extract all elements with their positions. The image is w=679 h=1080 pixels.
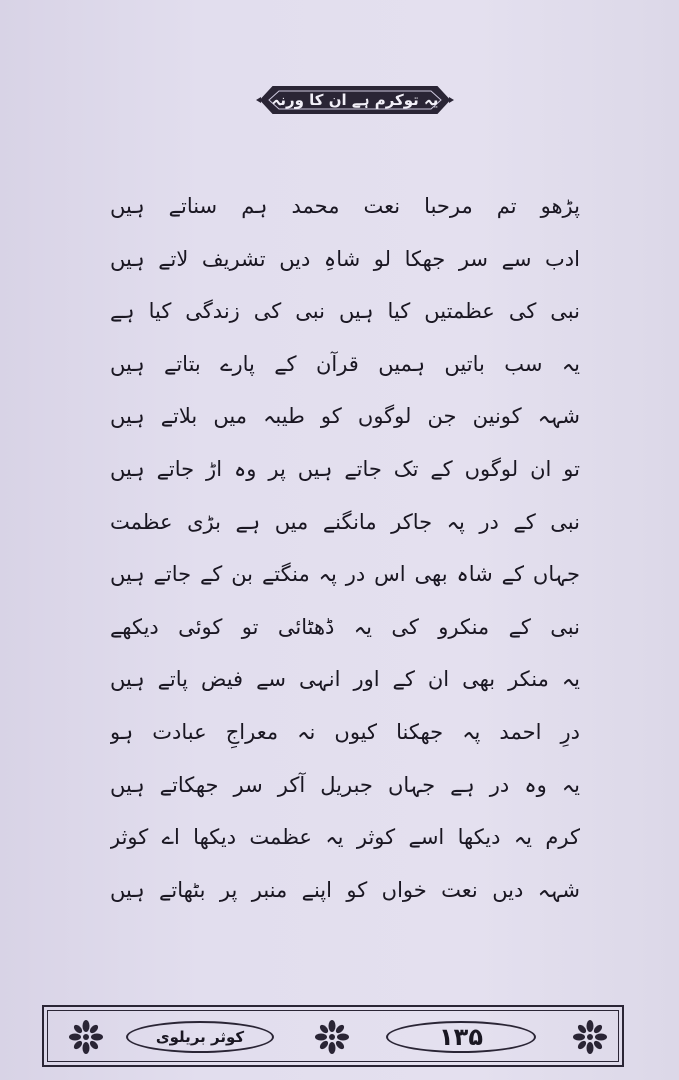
verse-line: جہاں کے شاہ بھی اس در پہ منگتے بن کے جاتے ہیں [110, 562, 580, 587]
poet-name: کوثر بریلوی [126, 1021, 274, 1053]
page-footer [42, 1005, 624, 1067]
verse-line: شہہ دیں نعت خواں کو اپنے منبر پر بٹھاتے ہیں [110, 877, 580, 902]
asterisk-flower-icon [68, 1019, 104, 1055]
verse-line: درِ احمد پہ جھکنا کیوں نہ معراجِ عبادت ہو [110, 719, 580, 744]
asterisk-flower-icon [572, 1019, 608, 1055]
page-number: ۱۳۵ [386, 1021, 536, 1053]
verse-line: پڑھو تم مرحبا نعت محمد ہم سناتے ہیں [110, 194, 580, 218]
verse-line: شہہ کونین جن لوگوں کو طیبہ میں بلاتے ہیں [110, 404, 580, 429]
verse-line: یہ سب باتیں ہمیں قرآن کے پارے بتاتے ہیں [110, 351, 580, 376]
header-banner [255, 83, 455, 117]
verse-line: نبی کے در پہ جاکر مانگنے میں ہے بڑی عظمت [110, 509, 580, 534]
page-heading: یہ توکرم ہے ان کا ورنہ [271, 91, 439, 109]
poem-body [110, 180, 580, 916]
verse-line: نبی کی عظمتیں کیا ہیں نبی کی زندگی کیا ہے [110, 299, 580, 324]
verse-line: یہ منکر بھی ان کے اور انہی سے فیض پاتے ہیں [110, 667, 580, 692]
verse-line: ادب سے سر جھکا لو شاہِ دیں تشریف لاتے ہیں [110, 246, 580, 271]
verse-line: نبی کے منکرو کی یہ ڈھٹائی تو کوئی دیکھے [110, 614, 580, 639]
verse-line: تو ان لوگوں کے تک جاتے ہیں پر وہ اڑ جاتے ہیں [110, 456, 580, 481]
asterisk-flower-icon [314, 1019, 350, 1055]
verse-line: یہ وہ در ہے جہاں جبریل آکر سر جھکاتے ہیں [110, 772, 580, 797]
verse-line: کرم یہ دیکھا اسے کوثر یہ عظمت دیکھا اے کوثر [110, 825, 580, 850]
